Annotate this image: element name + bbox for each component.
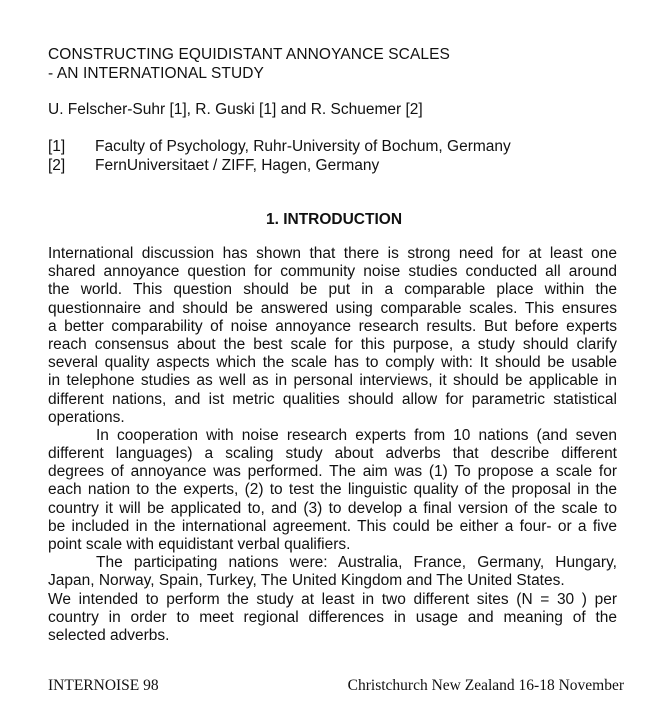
paper-title	[48, 45, 450, 83]
body-line: shared annoyance question for community noise studies conducted all around	[48, 263, 617, 281]
affiliation-text: Faculty of Psychology, Ruhr-University of Bochum, Germany	[95, 138, 511, 155]
body-line: reach consensus about the best scale for this purpose, a study should clarify	[48, 335, 617, 353]
footer-conference: INTERNOISE 98	[48, 677, 159, 694]
title-line-2: - AN INTERNATIONAL STUDY	[48, 65, 264, 82]
affiliation-text: FernUniversitaet / ZIFF, Hagen, Germany	[95, 157, 380, 174]
introduction-body	[48, 245, 617, 645]
affiliation-item	[48, 156, 511, 175]
body-line: country it will be applicated to, and (3) to develop a final version of the scale to	[48, 499, 617, 517]
body-line: each nation to the experts, (2) to test the linguistic quality of the proposal in the	[48, 481, 617, 499]
body-line: several quality aspects which the scale has to comply with: It should be usable	[48, 354, 617, 372]
body-line: International discussion has shown that there is strong need for at least one	[48, 245, 617, 262]
body-line: Japan, Norway, Spain, Turkey, The United Kingdom and The United States.	[48, 572, 565, 590]
title-line-1: CONSTRUCTING EQUIDISTANT ANNOYANCE SCALES	[48, 46, 450, 63]
body-line: in telephone studies as well as in personal interviews, it should be applicable in	[48, 372, 617, 390]
body-line: different languages) a scaling study about adverbs that describe different	[48, 445, 617, 463]
body-line: a better comparability of noise annoyance research results. But before experts	[48, 317, 617, 335]
body-line: questionnaire and should be answered using comparable scales. This ensures	[48, 299, 617, 317]
affiliation-mark: [2]	[48, 157, 66, 174]
body-line: In cooperation with noise research experts from 10 nations (and seven	[96, 426, 617, 444]
affiliation-item	[48, 137, 511, 156]
body-line: country in order to meet regional differences in usage and meaning of the	[48, 608, 617, 626]
author-list: U. Felscher-Suhr [1], R. Guski [1] and R. Schuemer [2]	[48, 101, 423, 118]
body-line: degrees of annoyance was performed. The aim was (1) To propose a scale for	[48, 463, 617, 481]
body-line: be included in the international agreement. This could be either a four- or a five	[48, 517, 617, 535]
body-line: The participating nations were: Australia, France, Germany, Hungary,	[96, 554, 617, 572]
body-line: point scale with equidistant verbal qualifiers.	[48, 536, 351, 553]
affiliations	[48, 137, 511, 175]
section-heading-text: 1. INTRODUCTION	[265, 211, 403, 228]
body-line: selected adverbs.	[48, 626, 170, 644]
affiliation-mark: [1]	[48, 138, 66, 155]
footer-location-date: Christchurch New Zealand 16-18 November	[347, 677, 624, 694]
body-line: the world. This question should be put in a comparable place within the	[48, 281, 617, 299]
body-line: operations.	[48, 408, 125, 426]
body-line: different nations, and ist metric qualities should allow for parametric statistical	[48, 390, 617, 408]
body-line: We intended to perform the study at least in two different sites (N = 30 ) per	[48, 590, 617, 608]
section-heading	[0, 210, 668, 229]
